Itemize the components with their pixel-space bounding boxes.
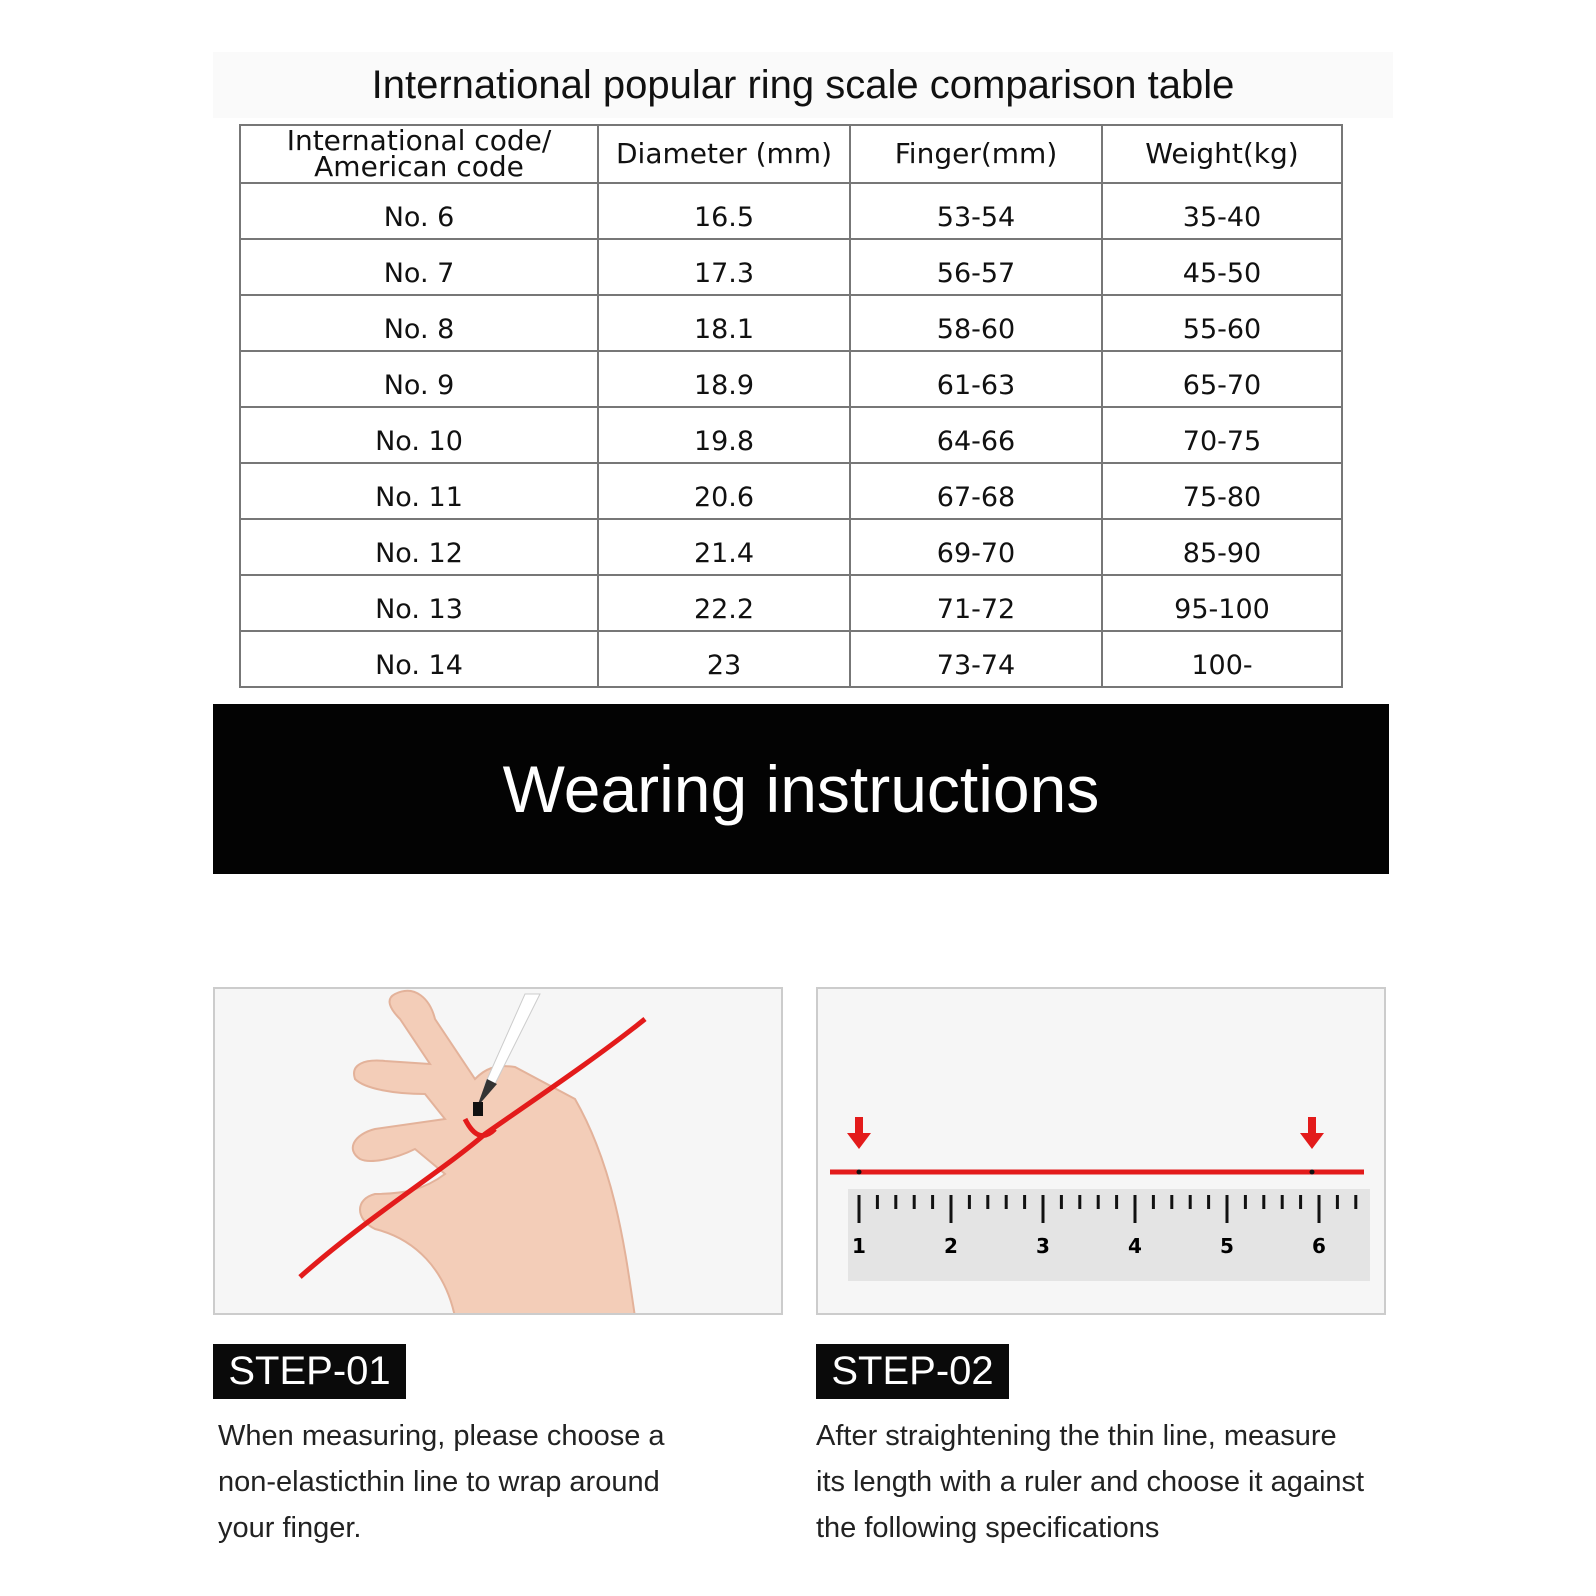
step-02-line: its length with a ruler and choose it against bbox=[816, 1466, 1365, 1498]
step-02-line: After straightening the thin line, measure bbox=[816, 1420, 1337, 1452]
cell-diameter: 21.4 bbox=[598, 519, 850, 575]
step-01-line: non-elasticthin line to wrap around bbox=[218, 1466, 660, 1498]
cell-code: No. 13 bbox=[240, 575, 598, 631]
step2-ruler-illustration bbox=[816, 987, 1386, 1315]
step-02-label: STEP-02 bbox=[816, 1344, 1009, 1399]
cell-finger: 71-72 bbox=[850, 575, 1102, 631]
cell-finger: 61-63 bbox=[850, 351, 1102, 407]
step1-hand-illustration bbox=[213, 987, 783, 1315]
table-row bbox=[240, 407, 1342, 463]
cell-weight: 95-100 bbox=[1102, 575, 1342, 631]
page-title: International popular ring scale comparison table bbox=[213, 52, 1393, 118]
step-02-line: the following specifications bbox=[816, 1512, 1160, 1544]
cell-code: No. 6 bbox=[240, 183, 598, 239]
cell-diameter: 17.3 bbox=[598, 239, 850, 295]
table-row bbox=[240, 575, 1342, 631]
ruler-label: 3 bbox=[1036, 1234, 1050, 1258]
table-row bbox=[240, 463, 1342, 519]
ruler-body bbox=[848, 1189, 1370, 1281]
cell-finger: 53-54 bbox=[850, 183, 1102, 239]
cell-code: No. 14 bbox=[240, 631, 598, 687]
ruler-label: 4 bbox=[1128, 1234, 1142, 1258]
cell-weight: 45-50 bbox=[1102, 239, 1342, 295]
ruler-measurement-icon bbox=[818, 989, 1386, 1315]
cell-finger: 73-74 bbox=[850, 631, 1102, 687]
cell-diameter: 18.9 bbox=[598, 351, 850, 407]
table-row bbox=[240, 519, 1342, 575]
table-row bbox=[240, 239, 1342, 295]
step-02-description bbox=[816, 1413, 1364, 1551]
cell-code: No. 11 bbox=[240, 463, 598, 519]
cell-code: No. 10 bbox=[240, 407, 598, 463]
table-row bbox=[240, 631, 1342, 687]
header-weight: Weight(kg) bbox=[1102, 125, 1342, 183]
cell-weight: 55-60 bbox=[1102, 295, 1342, 351]
header-diameter: Diameter (mm) bbox=[598, 125, 850, 183]
table-row bbox=[240, 351, 1342, 407]
ruler-label: 2 bbox=[944, 1234, 958, 1258]
cell-finger: 64-66 bbox=[850, 407, 1102, 463]
cell-code: No. 7 bbox=[240, 239, 598, 295]
cell-diameter: 23 bbox=[598, 631, 850, 687]
cell-weight: 75-80 bbox=[1102, 463, 1342, 519]
header-code-line1: International code/ bbox=[286, 124, 552, 157]
table-header-row bbox=[240, 125, 1342, 183]
cell-diameter: 20.6 bbox=[598, 463, 850, 519]
ruler-label: 1 bbox=[852, 1234, 866, 1258]
ruler-label: 6 bbox=[1312, 1234, 1326, 1258]
table-row bbox=[240, 295, 1342, 351]
cell-code: No. 12 bbox=[240, 519, 598, 575]
cell-weight: 35-40 bbox=[1102, 183, 1342, 239]
header-code-line2: American code bbox=[314, 150, 524, 183]
step-01-line: When measuring, please choose a bbox=[218, 1420, 665, 1452]
header-code bbox=[240, 125, 598, 183]
cell-weight: 65-70 bbox=[1102, 351, 1342, 407]
cell-diameter: 22.2 bbox=[598, 575, 850, 631]
cell-finger: 69-70 bbox=[850, 519, 1102, 575]
cell-diameter: 19.8 bbox=[598, 407, 850, 463]
cell-weight: 100- bbox=[1102, 631, 1342, 687]
table-row bbox=[240, 183, 1342, 239]
cell-finger: 56-57 bbox=[850, 239, 1102, 295]
ring-size-table bbox=[239, 124, 1343, 688]
cell-code: No. 9 bbox=[240, 351, 598, 407]
ruler-label: 5 bbox=[1220, 1234, 1234, 1258]
header-finger: Finger(mm) bbox=[850, 125, 1102, 183]
step-01-description bbox=[218, 1413, 665, 1551]
cell-diameter: 16.5 bbox=[598, 183, 850, 239]
cell-weight: 70-75 bbox=[1102, 407, 1342, 463]
cell-finger: 58-60 bbox=[850, 295, 1102, 351]
step-01-line: your finger. bbox=[218, 1512, 362, 1544]
cell-code: No. 8 bbox=[240, 295, 598, 351]
hand-wrapping-thread-icon bbox=[215, 989, 783, 1315]
cell-diameter: 18.1 bbox=[598, 295, 850, 351]
wearing-instructions-banner: Wearing instructions bbox=[213, 704, 1389, 874]
cell-weight: 85-90 bbox=[1102, 519, 1342, 575]
cell-finger: 67-68 bbox=[850, 463, 1102, 519]
step-01-label: STEP-01 bbox=[213, 1344, 406, 1399]
